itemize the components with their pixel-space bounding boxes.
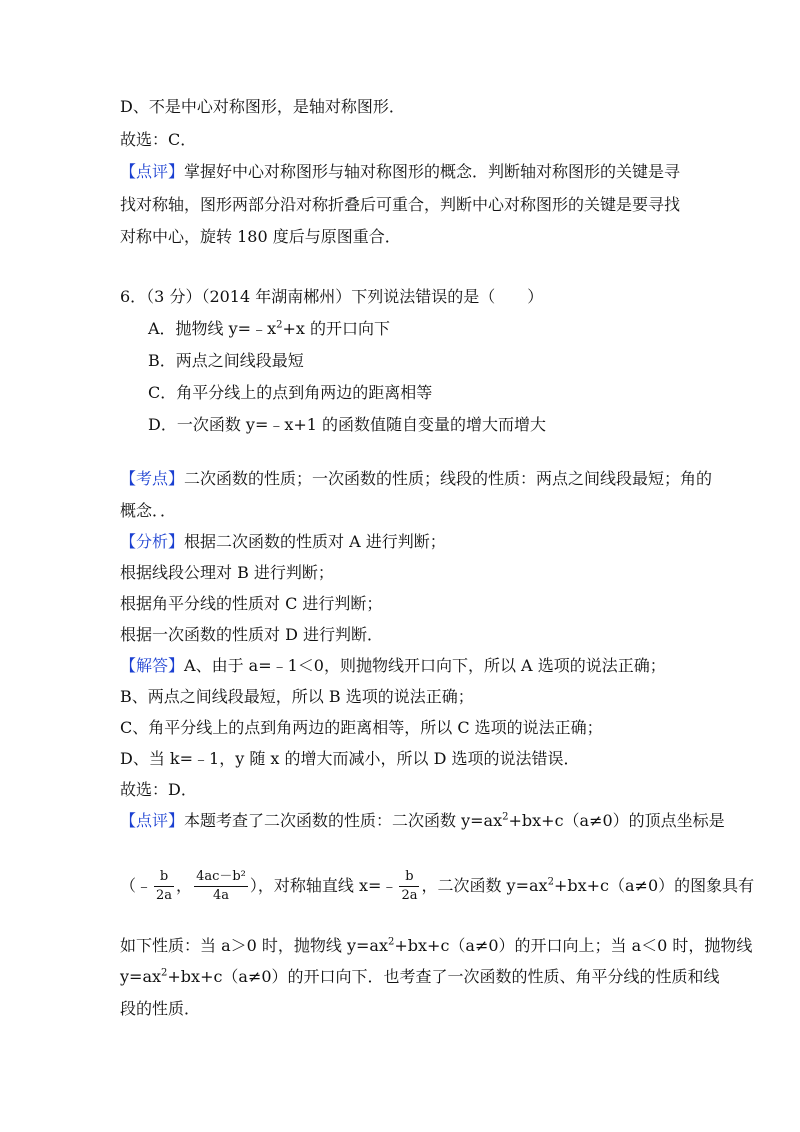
- dianping-l2-sup: 2: [547, 876, 554, 888]
- dianping-l3-post: +bx+c（a≠0）的开口向上；当 a＜0 时，抛物线: [394, 936, 753, 955]
- option-a-post: +x 的开口向下: [282, 319, 391, 338]
- option-d: D．一次函数 y=﹣x+1 的函数值随自变量的增大而增大: [148, 415, 547, 434]
- vertex-y-fraction: [194, 868, 248, 905]
- dianping-l4-sup: 2: [161, 967, 168, 979]
- jieda-answer: 故选：D．: [120, 780, 197, 799]
- review-tag: 【点评】: [120, 162, 185, 181]
- frac1-num: b: [154, 868, 174, 887]
- dianping-l2-open: （﹣: [120, 876, 153, 895]
- prev-answer: 故选：C．: [120, 130, 197, 149]
- question-stem: 6．（3 分）（2014 年湖南郴州）下列说法错误的是（ ）: [120, 287, 544, 306]
- kaodian-line-2: 概念．．: [120, 501, 177, 520]
- frac2-den: 4a: [212, 888, 229, 903]
- option-b: B．两点之间线段最短: [148, 351, 304, 370]
- option-a: [148, 318, 390, 340]
- jieda-tag: 【解答】: [120, 656, 185, 675]
- option-a-pre: A．抛物线 y=﹣x: [148, 319, 277, 338]
- prev-review-line-1: [120, 161, 680, 183]
- dianping-l1-post: +bx+c（a≠0）的顶点坐标是: [508, 811, 725, 830]
- fenxi-text-1: 根据二次函数的性质对 A 进行判断；: [184, 532, 446, 551]
- dianping-l2-post: +bx+c（a≠0）的图象具有: [553, 876, 755, 895]
- prev-option-d: D、不是中心对称图形，是轴对称图形．: [120, 97, 405, 116]
- fenxi-line-1: [120, 531, 446, 553]
- dianping-l1-pre: 本题考查了二次函数的性质：二次函数 y=ax: [184, 811, 503, 830]
- frac1-den: 2a: [156, 888, 173, 903]
- jieda-line-1: [120, 655, 666, 677]
- frac3-num: b: [399, 868, 419, 887]
- fenxi-line-2: 根据线段公理对 B 进行判断；: [120, 563, 334, 582]
- frac3-den: 2a: [401, 888, 418, 903]
- dianping-l2-comma: ，: [176, 876, 193, 895]
- review-text-1: 掌握好中心对称图形与轴对称图形的概念．判断轴对称图形的关键是寻: [184, 162, 681, 181]
- option-c: C．角平分线上的点到角两边的距离相等: [148, 383, 433, 402]
- jieda-line-4: D、当 k=﹣1，y 随 x 的增大而减小，所以 D 选项的说法错误．: [120, 749, 580, 768]
- dianping-line-5: 段的性质．: [120, 999, 201, 1018]
- jieda-line-2: B、两点之间线段最短，所以 B 选项的说法正确；: [120, 687, 474, 706]
- dianping-tag: 【点评】: [120, 811, 185, 830]
- kaodian-line-1: [120, 468, 712, 490]
- prev-review-line-3: 对称中心，旋转 180 度后与原图重合．: [120, 227, 401, 246]
- jieda-line-3: C、角平分线上的点到角两边的距离相等，所以 C 选项的说法正确；: [120, 718, 603, 737]
- frac2-num: 4ac－b²: [194, 868, 248, 887]
- dianping-line-2: [120, 866, 754, 906]
- dianping-l4-post: +bx+c（a≠0）的开口向下．也考查了一次函数的性质、角平分线的性质和线: [167, 967, 720, 986]
- kaodian-text-1: 二次函数的性质；一次函数的性质；线段的性质：两点之间线段最短；角的: [184, 469, 713, 488]
- dianping-l2-mid: ），对称轴直线 x=﹣: [249, 876, 398, 895]
- vertex-x-fraction: [154, 868, 174, 905]
- kaodian-tag: 【考点】: [120, 469, 185, 488]
- dianping-l3-sup: 2: [388, 936, 395, 948]
- dianping-l2-pre2: ，二次函数 y=ax: [421, 876, 548, 895]
- dianping-l4-pre: y=ax: [120, 967, 162, 986]
- dianping-l1-sup: 2: [502, 811, 509, 823]
- axis-fraction: [399, 868, 419, 905]
- dianping-l3-pre: 如下性质：当 a＞0 时，抛物线 y=ax: [120, 936, 388, 955]
- dianping-line-4: [120, 966, 720, 988]
- fenxi-line-3: 根据角平分线的性质对 C 进行判断；: [120, 594, 383, 613]
- jieda-text-1: A、由于 a=﹣1＜0，则抛物线开口向下，所以 A 选项的说法正确；: [184, 656, 666, 675]
- option-a-sup: 2: [276, 319, 283, 331]
- fenxi-tag: 【分析】: [120, 532, 185, 551]
- dianping-line-1: [120, 810, 725, 832]
- dianping-line-3: [120, 935, 752, 957]
- prev-review-line-2: 找对称轴，图形两部分沿对称折叠后可重合，判断中心对称图形的关键是要寻找: [120, 195, 681, 214]
- fenxi-line-4: 根据一次函数的性质对 D 进行判断．: [120, 625, 384, 644]
